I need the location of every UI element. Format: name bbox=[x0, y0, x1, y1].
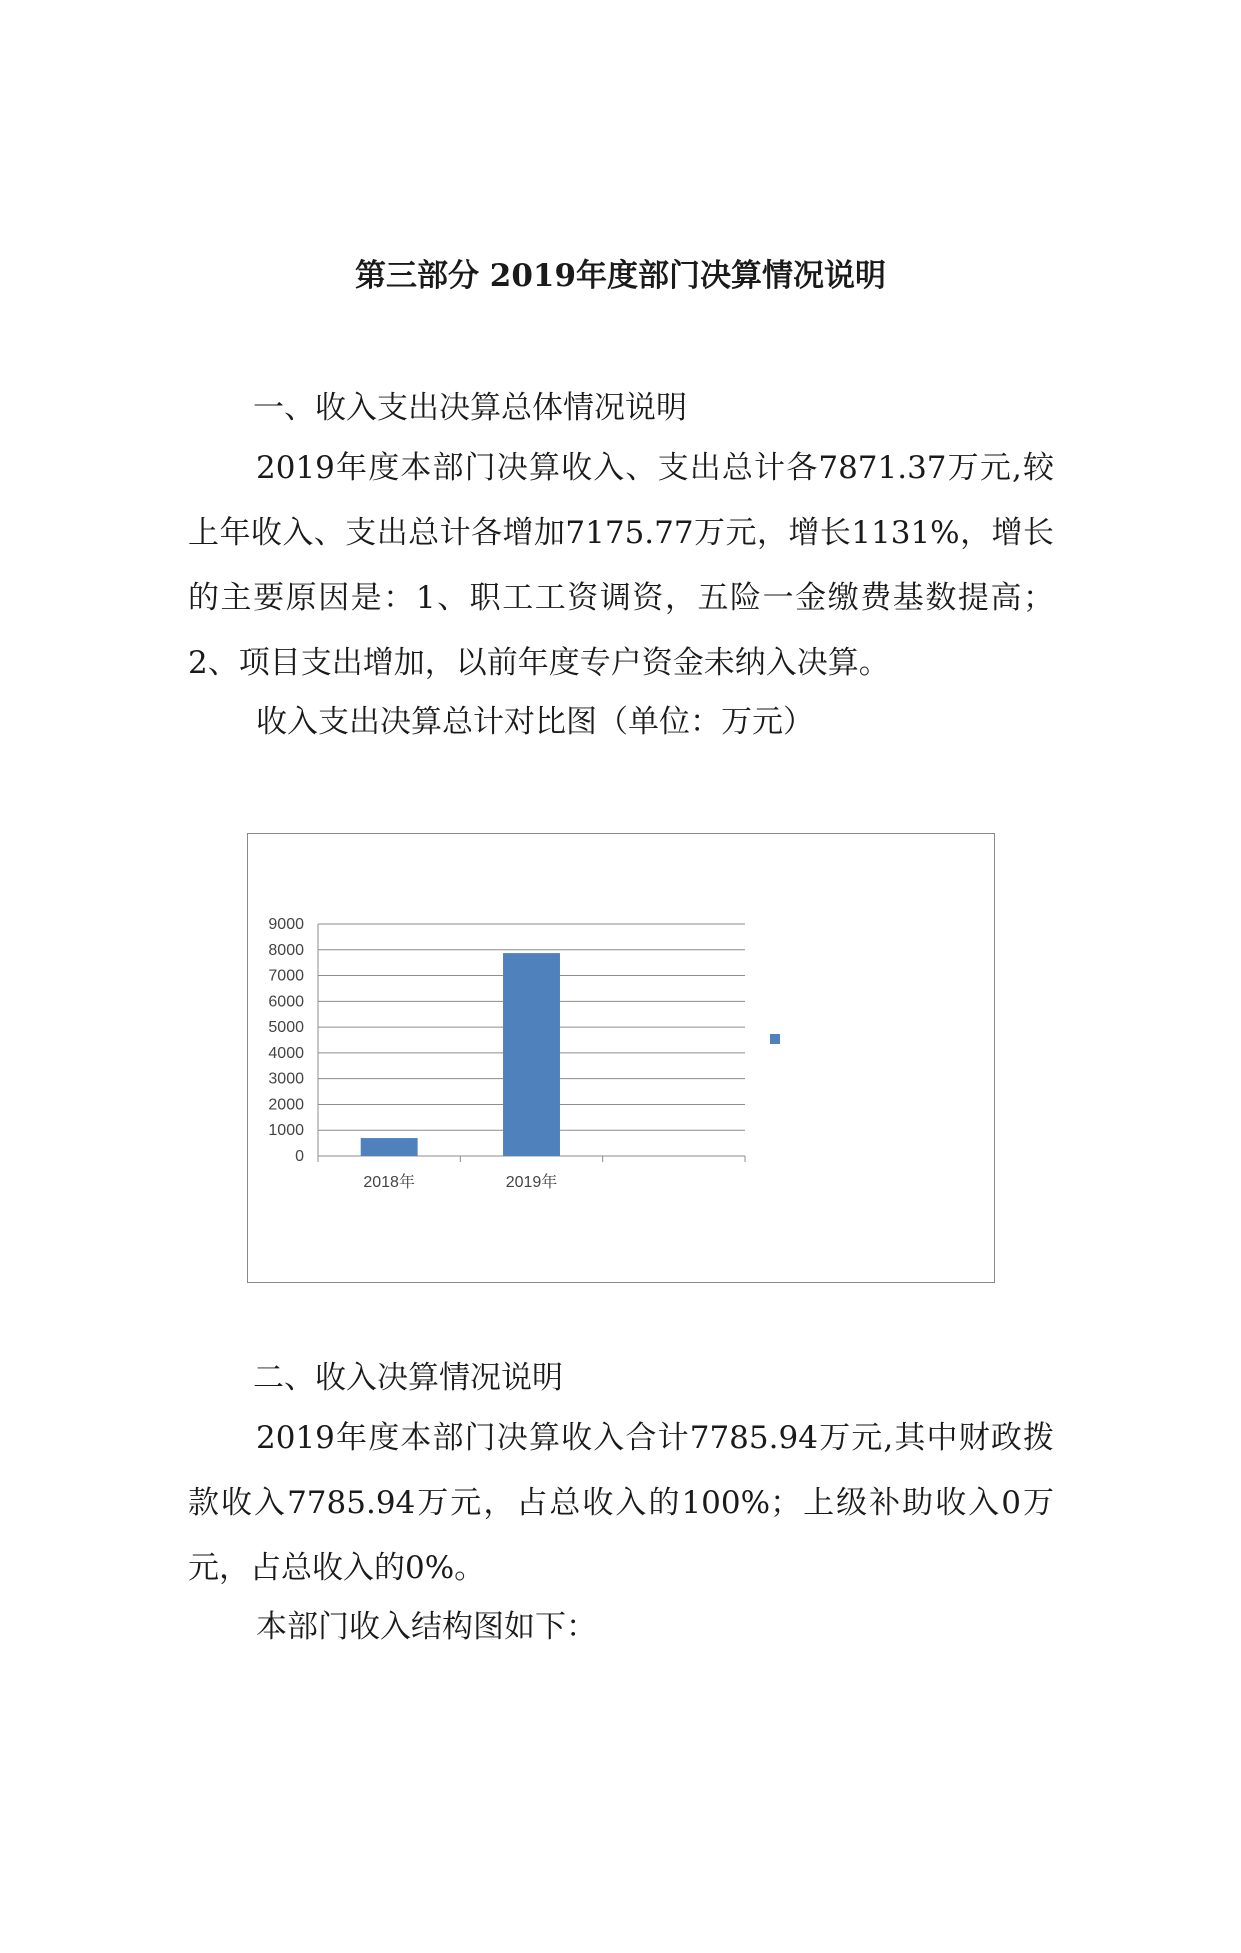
y-tick-label: 8000 bbox=[268, 941, 304, 959]
y-tick-label: 7000 bbox=[268, 967, 304, 985]
y-tick-label: 1000 bbox=[268, 1122, 304, 1140]
y-tick-label: 9000 bbox=[268, 916, 304, 933]
y-tick-label: 3000 bbox=[268, 1070, 304, 1088]
bar-2019年 bbox=[503, 953, 560, 1156]
bar-chart bbox=[247, 833, 995, 1283]
x-tick-label: 2019年 bbox=[505, 1174, 558, 1191]
y-tick-label: 2000 bbox=[268, 1096, 304, 1114]
y-tick-label: 4000 bbox=[268, 1044, 304, 1062]
section-heading-income: 二、收入决算情况说明 bbox=[253, 1360, 563, 1396]
y-tick-label: 0 bbox=[295, 1148, 304, 1165]
x-tick-label: 2018年 bbox=[363, 1174, 415, 1191]
page-title: 第三部分 2019年度部门决算情况说明 bbox=[354, 258, 887, 294]
y-tick-label: 6000 bbox=[268, 993, 304, 1011]
section-heading-income-expense: 一、收入支出决算总体情况说明 bbox=[253, 390, 687, 426]
bar-chart-svg bbox=[248, 834, 996, 1284]
section-paragraph-income-expense: 2019年度本部门决算收入、支出总计各7871.37万元,较上年收入、支出总计各增加7175.77万元，增长1131%，增长的主要原因是：1、职工工资调资，五险一金缴费基数提高；2、项目支出增加，以前年度专户资金未纳入决算。 bbox=[188, 450, 1055, 681]
bar-2018年 bbox=[361, 1138, 418, 1156]
y-tick-label: 5000 bbox=[268, 1019, 304, 1037]
chart-caption: 收入支出决算总计对比图（单位：万元） bbox=[256, 704, 814, 740]
legend-marker bbox=[770, 1034, 780, 1044]
section-paragraph-income: 2019年度本部门决算收入合计7785.94万元,其中财政拨款收入7785.94万元，占总收入的100%；上级补助收入0万元，占总收入的0%。 bbox=[188, 1420, 1054, 1586]
income-structure-line: 本部门收入结构图如下： bbox=[256, 1609, 597, 1645]
